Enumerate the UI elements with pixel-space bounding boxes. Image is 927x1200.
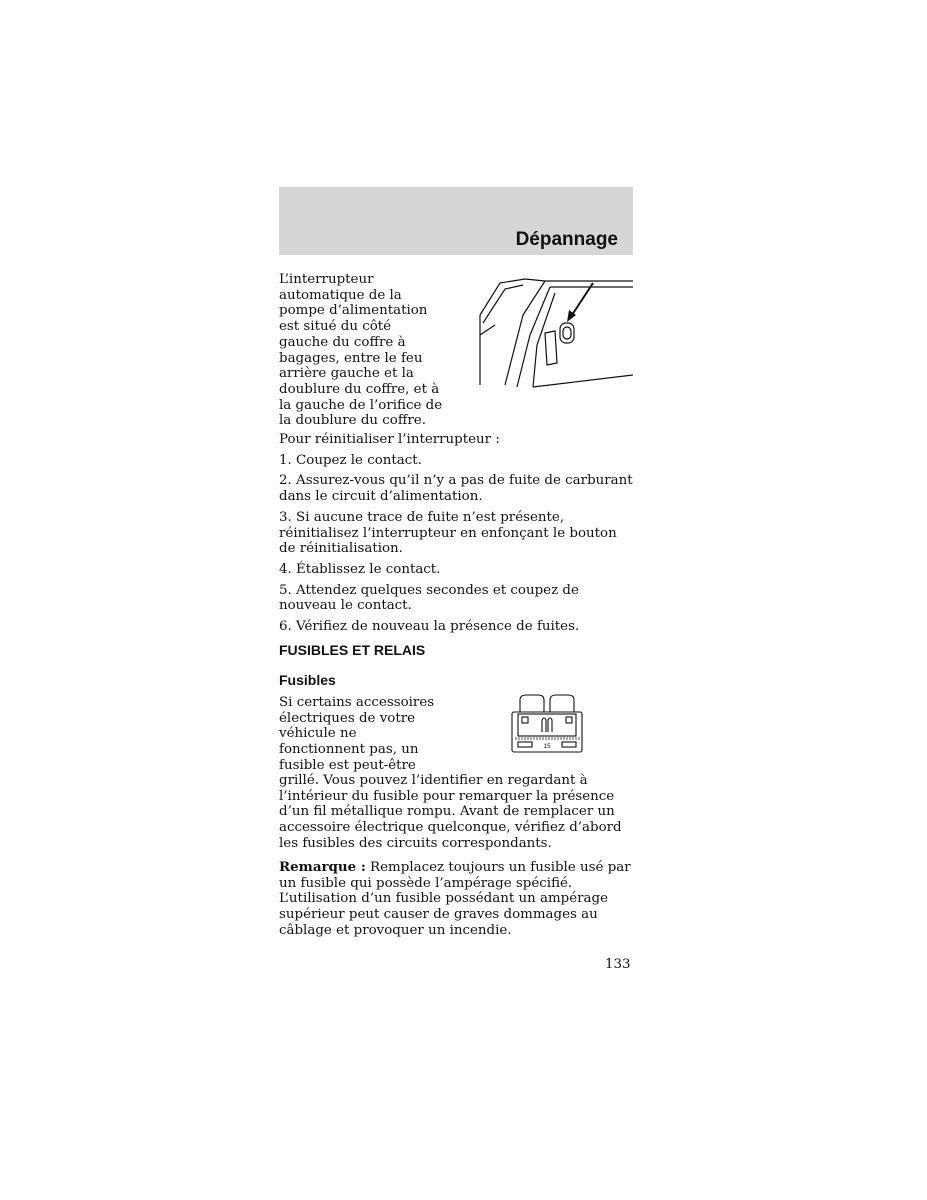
fuse-intro-line: électriques de votre <box>279 710 416 726</box>
step-item: 2. Assurez-vous qu’il n’y a pas de fuite de carburant dans le circuit d’alimentation. <box>279 473 633 505</box>
fuse-intro-line: fusible est peut-être <box>279 757 416 773</box>
section-title: Dépannage <box>515 229 618 250</box>
fuse-intro-line: fonctionnent pas, un <box>279 742 419 758</box>
fuse-intro-line: véhicule ne <box>279 726 357 742</box>
step-item: 6. Vérifiez de nouveau la présence de fuites. <box>279 619 580 635</box>
intro-line: la doublure du coffre. <box>279 413 426 429</box>
remark-label: Remarque : <box>279 859 366 875</box>
intro-line: pompe d’alimentation <box>279 303 428 319</box>
reset-lead: Pour réinitialiser l’interrupteur : <box>279 432 500 447</box>
remark-note <box>279 860 635 939</box>
intro-line: L’interrupteur <box>279 272 374 287</box>
fuel-pump-switch-illustration <box>475 275 633 390</box>
intro-paragraph <box>279 272 449 429</box>
intro-line: arrière gauche et la <box>279 366 414 382</box>
section-heading: FUSIBLES ET RELAIS <box>279 642 426 658</box>
intro-line: est situé du côté <box>279 319 392 335</box>
fuse-explanation <box>279 773 635 852</box>
fuse-intro-line: Si certains accessoires <box>279 695 435 710</box>
fuse-explanation-text: grillé. Vous pouvez l’identifier en regardant à l’intérieur du fusible pour remarquer la présence d’un fil métallique rompu. Avant de remplacer un accessoire électrique quelconque, vérifiez d’abord les fusibles des circuits correspondants. <box>279 773 622 851</box>
reset-instructions <box>279 432 635 640</box>
intro-line: la gauche de l’orifice de <box>279 397 443 413</box>
intro-line: gauche du coffre à <box>279 334 406 350</box>
step-item: 3. Si aucune trace de fuite n’est présente, réinitialisez l’interrupteur en enfonçant le bouton de réinitialisation. <box>279 509 617 557</box>
subheading: Fusibles <box>279 672 336 688</box>
intro-line: bagages, entre le feu <box>279 350 423 366</box>
section-header-band <box>279 187 633 255</box>
fuse-intro-paragraph <box>279 695 449 774</box>
step-item: 1. Coupez le contact. <box>279 452 422 468</box>
page-number: 133 <box>605 957 631 972</box>
blade-fuse-illustration <box>508 692 586 754</box>
fuse-rating-label: 15 <box>543 743 551 750</box>
intro-line: automatique de la <box>279 287 402 303</box>
step-item: 4. Établissez le contact. <box>279 561 441 577</box>
remark-text: Remplacez toujours un fusible usé par un fusible qui possède l’ampérage spécifié. L’utilisation d’un fusible possédant un ampérage supérieur peut causer de graves dommages au câblage et provoquer un incendie. <box>279 860 631 938</box>
intro-line: doublure du coffre, et à <box>279 381 440 397</box>
step-item: 5. Attendez quelques secondes et coupez de nouveau le contact. <box>279 582 579 614</box>
